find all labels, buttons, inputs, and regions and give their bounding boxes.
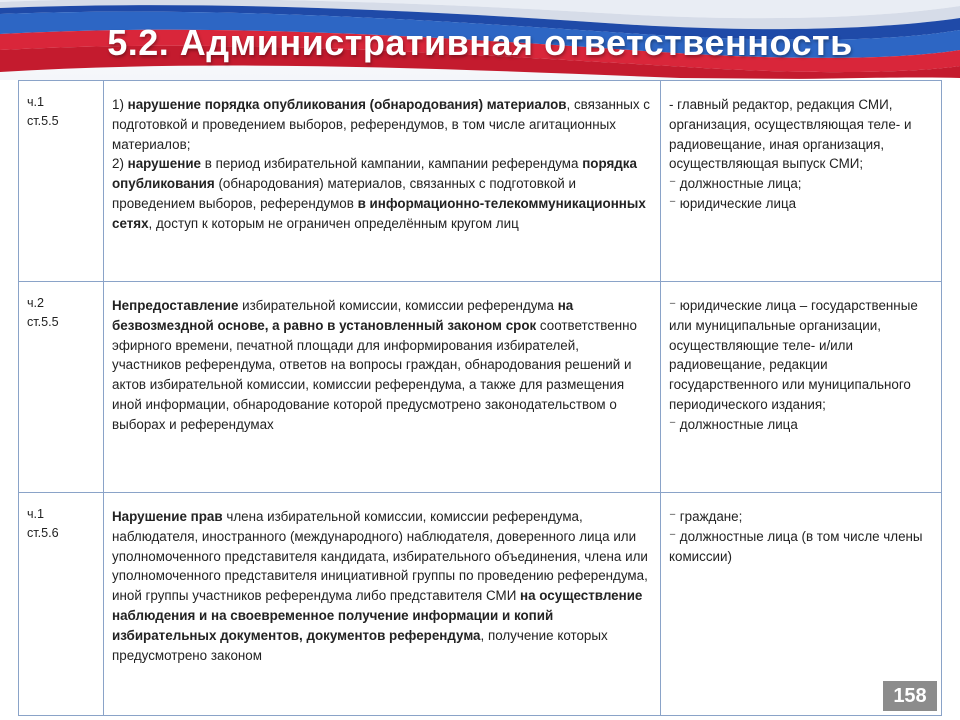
- header-banner: [0, 0, 960, 80]
- emphasized-text: Нарушение прав: [112, 509, 223, 524]
- table-row: [19, 282, 942, 493]
- subject-item: - главный редактор, редакция СМИ, организация, осуществляющая теле- и радиовещание, иная организация, осуществляющая выпуск СМИ;: [669, 97, 912, 172]
- article-reference: [19, 81, 104, 282]
- article-number: ст.5.5: [27, 114, 59, 128]
- body-text: , получение которых предусмотрено законом: [112, 627, 608, 663]
- body-text: , доступ к которым не ограничен определённым кругом лиц: [148, 215, 519, 231]
- body-text: (обнародования) материалов, связанных с подготовкой и проведением выборов, референдумов: [112, 176, 576, 211]
- emphasized-text: Непредоставление: [112, 298, 239, 313]
- article-reference: [19, 493, 104, 716]
- violation-description: [104, 493, 661, 716]
- emphasized-text: на осуществление наблюдения и на своевременное получение информации и копий избирательных документов, документов референдума: [112, 588, 643, 643]
- liable-subjects: [661, 282, 942, 493]
- article-part: ч.1: [27, 95, 45, 109]
- subject-item: ⁻ юридические лица – государственные или муниципальные организации, осуществляющие теле- и/или радиовещание, редакции государственного или муниципального периодического издания;: [669, 298, 918, 412]
- liable-subjects: [661, 81, 942, 282]
- body-text: 2): [112, 156, 128, 172]
- subject-item: ⁻ должностные лица;: [669, 176, 802, 192]
- violation-description: [104, 81, 661, 282]
- subject-item: ⁻ должностные лица: [669, 416, 798, 432]
- emphasized-text: нарушение: [127, 156, 202, 172]
- article-number: ст.5.5: [27, 315, 59, 329]
- body-text: 1): [112, 97, 128, 112]
- body-text: соответственно эфирного времени, печатной площади для информирования избирателей, участников референдума, ответов на вопросы граждан, обнародования решений и актов избирательной комиссии, комиссии референдума, а также для размещения иной информации, обнародование которой предусмотрено законодательством о выборах и референдумах: [112, 317, 637, 432]
- article-reference: [19, 282, 104, 493]
- slide-title: 5.2. Административная ответственность: [107, 22, 853, 63]
- table-row: [19, 493, 942, 716]
- body-text: , связанных с подготовкой и проведением выборов, референдумов, в том числе агитационных материалов;: [112, 97, 650, 152]
- violation-description: [104, 282, 661, 493]
- body-text: избирательной комиссии, комиссии референдума: [238, 298, 558, 313]
- subject-item: ⁻ граждане;: [669, 509, 743, 524]
- responsibility-table: [18, 80, 942, 716]
- subject-item: ⁻ юридические лица: [669, 195, 797, 211]
- body-text: в период избирательной кампании, кампании референдума: [201, 156, 583, 172]
- table-row: [19, 81, 942, 282]
- subject-item: ⁻ должностные лица (в том числе члены комиссии): [669, 528, 923, 564]
- article-number: ст.5.6: [27, 526, 59, 540]
- emphasized-text: на безвозмездной основе, а равно в установленный законом срок: [112, 298, 574, 333]
- page-number-badge: 158: [883, 681, 937, 711]
- emphasized-text: нарушение порядка опубликования (обнародования) материалов: [127, 97, 567, 112]
- emphasized-text: в информационно-телекоммуникационных сетях: [112, 195, 646, 231]
- article-part: ч.1: [27, 507, 45, 521]
- article-part: ч.2: [27, 296, 45, 310]
- emphasized-text: порядка опубликования: [112, 156, 637, 192]
- body-text: члена избирательной комиссии, комиссии референдума, наблюдателя, иностранного (международного) наблюдателя, доверенного лица или уполномоченного представителя кандидата, избирательного объединения, члена или уполномоченного представителя инициативной группы по проведению референдума, иной группы участников референдума либо представителя СМИ: [112, 509, 648, 604]
